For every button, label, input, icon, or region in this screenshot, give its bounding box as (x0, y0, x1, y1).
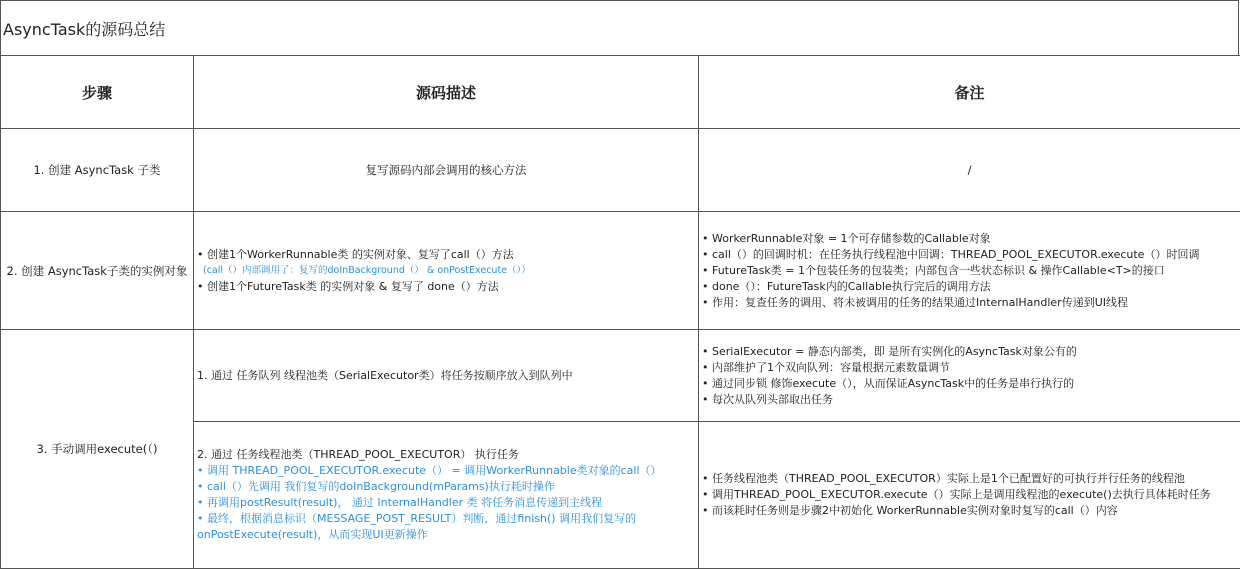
table-title (0, 0, 1239, 56)
note-cell (699, 330, 1240, 422)
note-line: • SerialExecutor = 静态内部类，即 是所有实例化的AsyncTask对象公有的 (702, 344, 1077, 358)
desc-cell (194, 422, 699, 569)
header-note: 备注 (699, 56, 1240, 129)
desc-line: • 创建1个WorkerRunnable类 的实例对象、复写了call（）方法 (197, 247, 514, 261)
table-row (1, 330, 1240, 422)
step-cell: 2. 创建 AsyncTask子类的实例对象 (1, 212, 194, 330)
desc-line: • 再调用postResult(result)， 通过 InternalHandler 类 将任务消息传递到主线程 (197, 496, 603, 509)
desc-cell: 1. 通过 任务队列 线程池类（SerialExecutor类）将任务按顺序放入到队列中 (194, 330, 699, 422)
table-row (1, 212, 1240, 330)
note-line: • call（）的回调时机：在任务执行线程池中回调：THREAD_POOL_EXECUTOR.execute（）时回调 (702, 247, 1200, 261)
note-line: • done（）：FutureTask内的Callable执行完后的调用方法 (702, 279, 991, 293)
note-line: • FutureTask类 = 1个包装任务的包装类；内部包含一些状态标识 & 操作Callable<T>的接口 (702, 263, 1165, 277)
desc-line: • call（）先调用 我们复写的doInBackground(mParams)执行耗时操作 (197, 480, 555, 493)
note-line: • 作用：复查任务的调用、将未被调用的任务的结果通过InternalHandler传递到UI线程 (702, 295, 1128, 309)
note-cell: / (699, 129, 1240, 212)
header-desc: 源码描述 (194, 56, 699, 129)
desc-line: 2. 通过 任务线程池类（THREAD_POOL_EXECUTOR） 执行任务 (197, 448, 519, 461)
note-line: • 通过同步锁 修饰execute（），从而保证AsyncTask中的任务是串行执行的 (702, 376, 1075, 390)
desc-line: onPostExecute(result)，从而实现UI更新操作 (197, 528, 428, 541)
table-title-text: AsyncTask的源码总结 (3, 19, 166, 39)
note-cell (699, 212, 1240, 330)
desc-line: • 最终，根据消息标识（MESSAGE_POST_RESULT）判断，通过finish() 调用我们复写的 (197, 512, 637, 525)
summary-table (0, 55, 1240, 569)
desc-line: • 创建1个FutureTask类 的实例对象 & 复写了 done（）方法 (197, 279, 499, 293)
desc-line: • 调用 THREAD_POOL_EXECUTOR.execute（） = 调用WorkerRunnable类对象的call（） (197, 464, 662, 477)
note-line: • 调用THREAD_POOL_EXECUTOR.execute（）实际上是调用线程池的execute()去执行具体耗时任务 (702, 488, 1211, 501)
note-line: • WorkerRunnable对象 = 1个可存储参数的Callable对象 (702, 231, 991, 245)
note-cell (699, 422, 1240, 569)
desc-cell (194, 212, 699, 330)
note-line: • 内部维护了1个双向队列：容量根据元素数量调节 (702, 360, 950, 374)
desc-cell: 复写源码内部会调用的核心方法 (194, 129, 699, 212)
note-line: • 而该耗时任务则是步骤2中初始化 WorkerRunnable实例对象时复写的call（）内容 (702, 504, 1118, 517)
note-line: • 每次从队列头部取出任务 (702, 392, 833, 406)
desc-note-line: (call（）内部调用了：复写的doInBackground（） & onPostExecute（）） (203, 264, 531, 276)
step-cell: 1. 创建 AsyncTask 子类 (1, 129, 194, 212)
table-row (1, 129, 1240, 212)
header-row (1, 56, 1240, 129)
note-line: • 任务线程池类（THREAD_POOL_EXECUTOR）实际上是1个已配置好的可执行并行任务的线程池 (702, 472, 1185, 485)
step-cell: 3. 手动调用execute(（) (1, 330, 194, 569)
header-step: 步骤 (1, 56, 194, 129)
